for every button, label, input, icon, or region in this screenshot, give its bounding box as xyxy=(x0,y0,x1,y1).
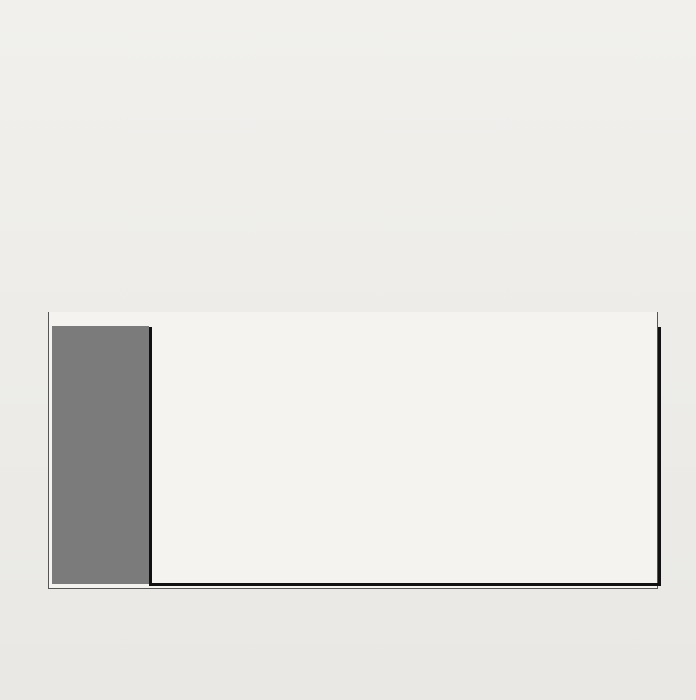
y-axis-label xyxy=(30,356,50,544)
instruction-list xyxy=(30,264,670,315)
instruction-a xyxy=(30,264,670,280)
instruction-b xyxy=(30,281,670,297)
y-axis-shaded-box xyxy=(52,326,149,584)
energy-grid xyxy=(149,327,661,586)
grid-lines xyxy=(152,327,655,580)
